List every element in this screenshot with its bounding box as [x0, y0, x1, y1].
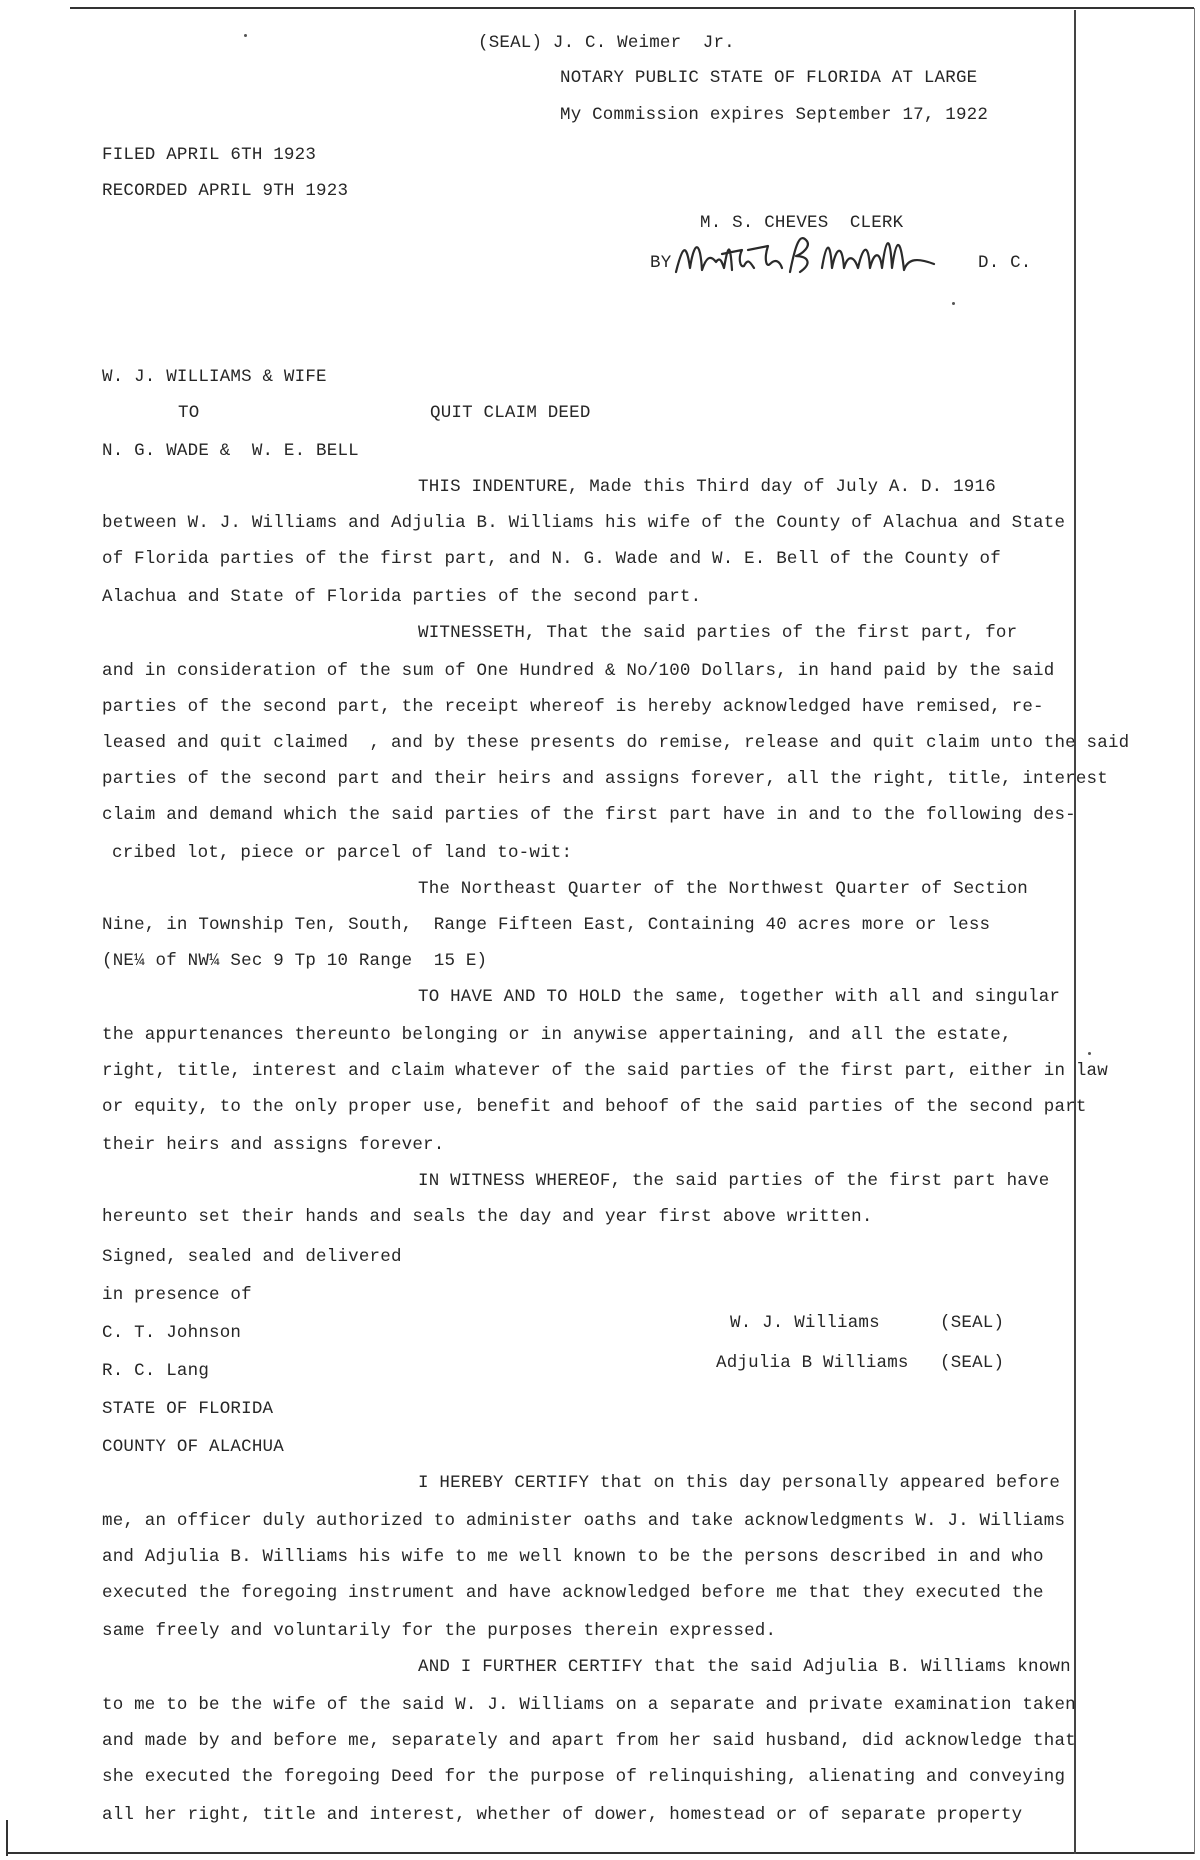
certificate-line: and made by and before me, separately and apart from her said husband, did acknowledge that: [102, 1731, 1076, 1751]
deed-title: QUIT CLAIM DEED: [430, 403, 591, 423]
deed-line: WITNESSETH, That the said parties of the first part, for: [418, 623, 1018, 643]
recorded-date: RECORDED APRIL 9TH 1923: [102, 181, 349, 201]
habendum-line: right, title, interest and claim whatever of the said parties of the first part, either in law: [102, 1061, 1108, 1081]
attestation-line: Signed, sealed and delivered: [102, 1247, 402, 1267]
clerk-line: M. S. CHEVES CLERK: [700, 213, 904, 233]
to-label: TO: [178, 403, 200, 423]
habendum-line: their heirs and assigns forever.: [102, 1135, 445, 1155]
grantee-heading: N. G. WADE & W. E. BELL: [102, 441, 359, 461]
deed-line: of Florida parties of the first part, and N. G. Wade and W. E. Bell of the County of: [102, 549, 1001, 569]
certificate-line: AND I FURTHER CERTIFY that the said Adjulia B. Williams known: [418, 1657, 1071, 1677]
testimonium-line: hereunto set their hands and seals the day and year first above written.: [102, 1207, 873, 1227]
certificate-line: all her right, title and interest, whether of dower, homestead or of separate property: [102, 1805, 1023, 1825]
habendum-line: or equity, to the only proper use, benefit and behoof of the said parties of the second part: [102, 1097, 1087, 1117]
commission-expiry-line: My Commission expires September 17, 1922: [560, 105, 989, 125]
by-label: BY: [650, 253, 672, 273]
notary-title-line: NOTARY PUBLIC STATE OF FLORIDA AT LARGE: [560, 68, 978, 88]
deed-line: THIS INDENTURE, Made this Third day of July A. D. 1916: [418, 477, 996, 497]
top-border: [70, 7, 1194, 9]
legal-description-line: The Northeast Quarter of the Northwest Quarter of Section: [418, 879, 1028, 899]
attestation-line: in presence of: [102, 1285, 252, 1305]
right-margin-rule: [1074, 10, 1076, 1854]
certificate-line: she executed the foregoing Deed for the purpose of relinquishing, alienating and conveying: [102, 1767, 1066, 1787]
signatory-seal: (SEAL): [940, 1353, 1005, 1373]
habendum-line: TO HAVE AND TO HOLD the same, together with all and singular: [418, 987, 1061, 1007]
venue-county: COUNTY OF ALACHUA: [102, 1437, 284, 1457]
notary-seal-line: (SEAL) J. C. Weimer Jr.: [478, 33, 735, 53]
deed-line: cribed lot, piece or parcel of land to-wit:: [112, 843, 573, 863]
deed-line: parties of the second part, the receipt whereof is hereby acknowledged have remised, re-: [102, 697, 1044, 717]
grantor-heading: W. J. WILLIAMS & WIFE: [102, 367, 327, 387]
deed-line: parties of the second part and their heirs and assigns forever, all the right, title, interest: [102, 769, 1108, 789]
testimonium-line: IN WITNESS WHEREOF, the said parties of the first part have: [418, 1171, 1050, 1191]
certificate-line: to me to be the wife of the said W. J. Williams on a separate and private examination taken: [102, 1695, 1076, 1715]
signatory-name: Adjulia B Williams: [716, 1353, 909, 1373]
certificate-line: I HEREBY CERTIFY that on this day personally appeared before: [418, 1473, 1061, 1493]
habendum-line: the appurtenances thereunto belonging or in anywise appertaining, and all the estate,: [102, 1025, 1012, 1045]
right-edge-rule: [1194, 8, 1195, 1854]
witness-name: C. T. Johnson: [102, 1323, 242, 1343]
filed-date: FILED APRIL 6TH 1923: [102, 145, 317, 165]
deed-line: claim and demand which the said parties of the first part have in and to the following des-: [102, 805, 1076, 825]
witness-name: R. C. Lang: [102, 1361, 210, 1381]
scan-speck: [1088, 1052, 1091, 1055]
venue-state: STATE OF FLORIDA: [102, 1399, 274, 1419]
left-border: [6, 1820, 8, 1856]
certificate-line: me, an officer duly authorized to administer oaths and take acknowledgments W. J. Williams: [102, 1511, 1066, 1531]
deputy-clerk-signature: [672, 228, 942, 284]
deputy-clerk-label: D. C.: [978, 253, 1032, 273]
legal-description-line: Nine, in Township Ten, South, Range Fifteen East, Containing 40 acres more or less: [102, 915, 991, 935]
certificate-line: same freely and voluntarily for the purposes therein expressed.: [102, 1621, 777, 1641]
legal-description-abbrev: (NE¼ of NW¼ Sec 9 Tp 10 Range 15 E): [102, 951, 488, 971]
certificate-line: and Adjulia B. Williams his wife to me well known to be the persons described in and who: [102, 1547, 1044, 1567]
scan-speck: [952, 302, 955, 305]
signatory-seal: (SEAL): [940, 1313, 1005, 1333]
bottom-border: [6, 1852, 1194, 1854]
signatory-name: W. J. Williams: [730, 1313, 880, 1333]
scan-speck: [244, 34, 247, 37]
certificate-line: executed the foregoing instrument and have acknowledged before me that they executed the: [102, 1583, 1044, 1603]
deed-line: Alachua and State of Florida parties of the second part.: [102, 587, 702, 607]
deed-line: leased and quit claimed , and by these presents do remise, release and quit claim unto the said: [102, 733, 1130, 753]
deed-line: between W. J. Williams and Adjulia B. Williams his wife of the County of Alachua and State: [102, 513, 1066, 533]
deed-line: and in consideration of the sum of One Hundred & No/100 Dollars, in hand paid by the said: [102, 661, 1055, 681]
